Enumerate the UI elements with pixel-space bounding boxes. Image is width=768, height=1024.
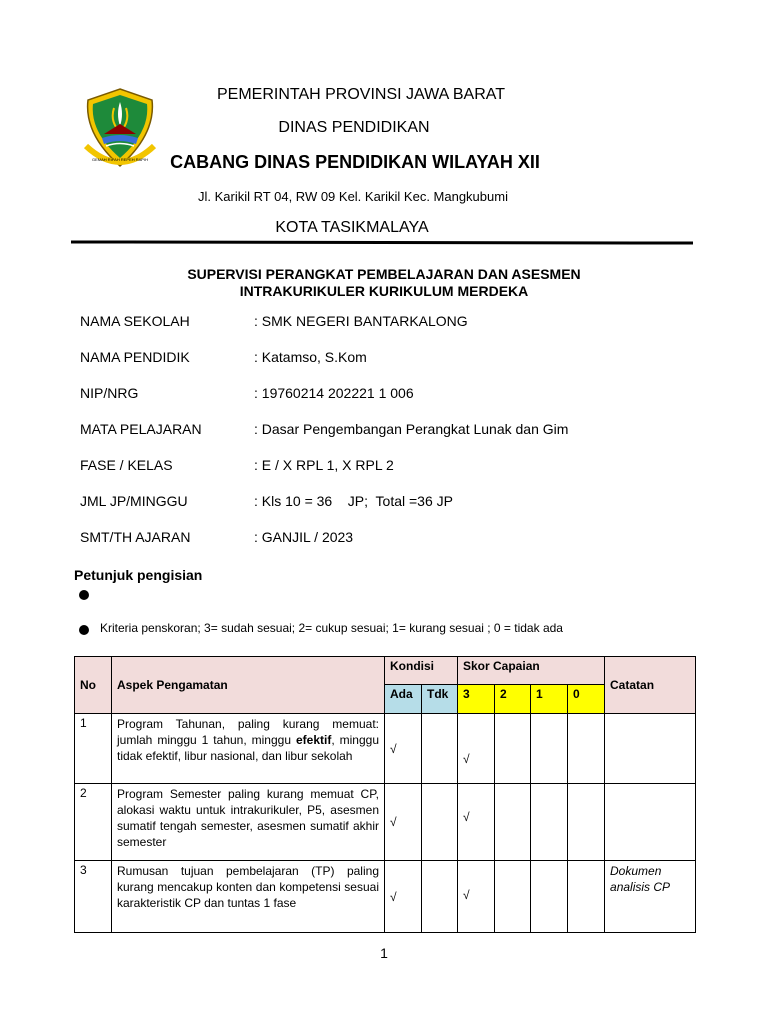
field-class-label: FASE / KELAS [80, 457, 173, 473]
row-score-1-cell [531, 861, 568, 933]
field-school-value: : SMK NEGERI BANTARKALONG [254, 313, 468, 329]
row-aspect: Program Semester paling kurang memuat CP, alokasi waktu untuk intrakurikuler, P5, asesmen sumatif tengah semester, asesmen sumatif akhir semester [112, 784, 385, 861]
row-score-2-cell [495, 714, 531, 784]
row-number: 1 [75, 714, 112, 784]
header-score-0: 0 [568, 685, 605, 714]
header-score-1: 1 [531, 685, 568, 714]
row-tdk-cell [422, 784, 458, 861]
row-number: 3 [75, 861, 112, 933]
field-semester-label: SMT/TH AJARAN [80, 529, 191, 545]
row-score-2-cell [495, 861, 531, 933]
field-hours-value: : Kls 10 = 36 JP; Total =36 JP [254, 493, 453, 509]
svg-text:GEMAH RIPAH REPEH RAPIH: GEMAH RIPAH REPEH RAPIH [92, 157, 148, 162]
row-score-0-cell [568, 861, 605, 933]
field-nip-value: : 19760214 202221 1 006 [254, 385, 414, 401]
table-row [75, 714, 696, 784]
row-score-0-cell [568, 714, 605, 784]
header-government: PEMERINTAH PROVINSI JAWA BARAT [216, 86, 506, 103]
scoring-criteria: Kriteria penskoran; 3= sudah sesuai; 2= cukup sesuai; 1= kurang sesuai ; 0 = tidak ada [100, 621, 563, 635]
page-number: 1 [380, 945, 388, 961]
row-score-3-check: √ [458, 784, 495, 861]
letterhead-divider [71, 240, 693, 244]
field-semester-value: : GANJIL / 2023 [254, 529, 354, 545]
header-agency: DINAS PENDIDIKAN [278, 119, 430, 136]
row-aspect: Program Tahunan, paling kurang memuat: jumlah minggu 1 tahun, minggu efektif, minggu tidak efektif, libur nasional, dan libur sekolah [112, 714, 385, 784]
header-notes: Catatan [605, 657, 696, 714]
field-teacher-label: NAMA PENDIDIK [80, 349, 190, 365]
observation-table [74, 656, 696, 933]
header-score-3: 3 [458, 685, 495, 714]
table-row [75, 784, 696, 861]
row-ada-check: √ [385, 861, 422, 933]
row-score-0-cell [568, 784, 605, 861]
row-ada-check: √ [385, 784, 422, 861]
document-title-line1: SUPERVISI PERANGKAT PEMBELAJARAN DAN ASESMEN [187, 266, 581, 282]
field-hours-label: JML JP/MINGGU [80, 493, 188, 509]
row-score-1-cell [531, 784, 568, 861]
header-score: Skor Capaian [458, 657, 605, 685]
row-number: 2 [75, 784, 112, 861]
header-score-2: 2 [495, 685, 531, 714]
row-tdk-cell [422, 861, 458, 933]
row-score-2-cell [495, 784, 531, 861]
header-address: Jl. Karikil RT 04, RW 09 Kel. Karikil Kec. Mangkubumi [198, 189, 508, 204]
header-city: KOTA TASIKMALAYA [275, 219, 429, 236]
header-ada: Ada [385, 685, 422, 714]
field-teacher-value: : Katamso, S.Kom [254, 349, 367, 365]
field-subject-label: MATA PELAJARAN [80, 421, 202, 437]
row-tdk-cell [422, 714, 458, 784]
header-branch: CABANG DINAS PENDIDIKAN WILAYAH XII [170, 152, 540, 172]
field-nip-label: NIP/NRG [80, 385, 139, 401]
row-notes [605, 714, 696, 784]
field-class-value: : E / X RPL 1, X RPL 2 [254, 457, 394, 473]
table-row [75, 861, 696, 933]
row-notes: Dokumen analisis CP [605, 861, 696, 933]
header-tdk: Tdk [422, 685, 458, 714]
instructions-title: Petunjuk pengisian [74, 567, 203, 583]
header-no: No [75, 657, 112, 714]
row-aspect: Rumusan tujuan pembelajaran (TP) paling kurang mencakup konten dan kompetensi sesuai karakteristik CP dan tuntas 1 fase [112, 861, 385, 933]
row-score-3-check: √ [458, 714, 495, 784]
row-score-3-check: √ [458, 861, 495, 933]
field-school-label: NAMA SEKOLAH [80, 313, 190, 329]
header-aspect: Aspek Pengamatan [112, 657, 385, 714]
bullet-icon [79, 625, 89, 635]
row-ada-check: √ [385, 714, 422, 784]
header-condition: Kondisi [385, 657, 458, 685]
document-title-line2: INTRAKURIKULER KURIKULUM MERDEKA [239, 283, 529, 299]
field-subject-value: : Dasar Pengembangan Perangkat Lunak dan Gim [254, 421, 569, 437]
row-notes [605, 784, 696, 861]
row-score-1-cell [531, 714, 568, 784]
bullet-icon [79, 590, 89, 600]
